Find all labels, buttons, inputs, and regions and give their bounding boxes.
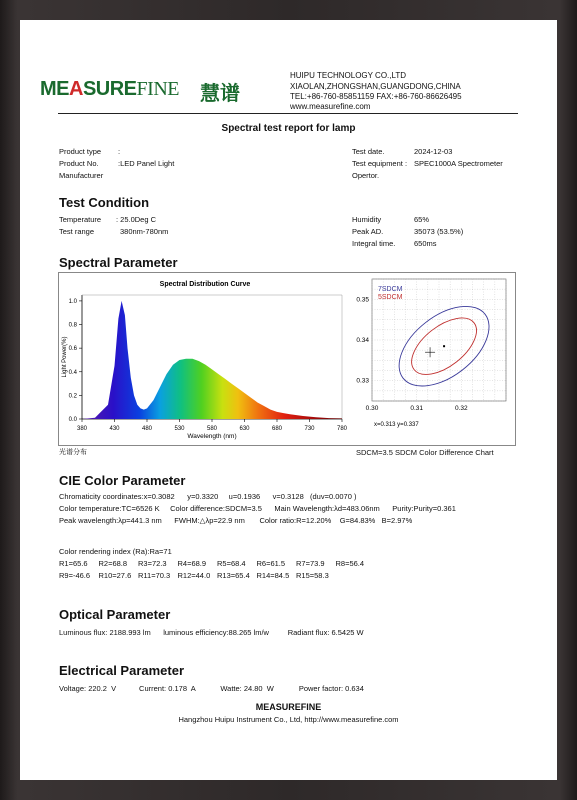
sdcm-y-tick-label: 0.33	[356, 377, 369, 385]
temperature-value: : 25.0Deg C	[116, 215, 157, 224]
r-value: R8=56.4	[335, 559, 365, 568]
electrical-line: Voltage: 220.2 V Current: 0.178 A Watte: 24.80 W Power factor: 0.634	[59, 684, 364, 693]
r-value: R5=68.4	[217, 559, 246, 568]
sdcm-chart	[350, 273, 512, 443]
company-name: HUIPU TECHNOLOGY CO.,LTD	[290, 71, 407, 80]
spectral-chart	[60, 273, 350, 443]
logo-chinese: 慧谱	[200, 83, 240, 105]
spectral-y-tick-label: 1.0	[68, 298, 77, 305]
r-value: R1=65.6	[59, 559, 88, 568]
integral-time-label: Integral time.	[352, 239, 396, 248]
peak-ad-value: 35073 (53.5%)	[414, 227, 464, 236]
spectral-y-tick-label: 0.0	[68, 417, 77, 423]
humidity-label: Humidity	[352, 215, 382, 224]
spectral-y-tick-label: 0.4	[68, 369, 77, 376]
product-no-value: :LED Panel Light	[118, 159, 175, 168]
test-range-value: 380nm-780nm	[120, 227, 169, 236]
spectral-x-tick-label: 580	[206, 426, 218, 432]
r-value: R2=68.8	[98, 559, 128, 568]
product-type-label: Product type	[59, 147, 102, 156]
company-contact: TEL:+86-760-85851159 FAX:+86-760-86626495	[290, 92, 462, 101]
company-address: XIAOLAN,ZHONGSHAN,GUANGDONG,CHINA	[290, 82, 461, 91]
r-value: R10=27.6	[98, 571, 132, 580]
sdcm-x-tick-label: 0.30	[365, 405, 379, 412]
temperature-label: Temperature	[59, 215, 102, 224]
r-value: R4=68.9	[177, 559, 207, 568]
equipment-value: SPEC1000A Spectrometer	[414, 159, 503, 168]
cri-text: Color rendering index (Ra):Ra=71	[59, 547, 172, 556]
footer-brand: MEASUREFINE	[255, 702, 322, 712]
humidity-value: 65%	[414, 215, 430, 224]
logo-text-fine: FINE	[136, 78, 179, 100]
cie-line-2: Color temperature:TC=6526 K Color difference:SDCM=3.5 Main Wavelength:λd=483.06nm Purity:Purity=0.361	[59, 504, 456, 513]
legend-7sdcm: 7SDCM	[378, 286, 403, 293]
r-values-row-2	[59, 571, 336, 580]
logo-text-a: A	[69, 78, 83, 100]
manufacturer-label: Manufacturer	[59, 171, 104, 180]
logo-text-sure: SURE	[82, 78, 137, 100]
company-logo	[40, 60, 260, 105]
r-value: R13=65.4	[217, 571, 250, 580]
r-values-row-1	[59, 559, 375, 568]
r-value: R12=44.0	[177, 571, 211, 580]
logo-text	[40, 78, 179, 101]
spectral-x-tick-label: 380	[76, 426, 88, 432]
spectral-caption: 光谱分布	[59, 449, 87, 456]
logo-text-me: ME	[40, 78, 69, 100]
peak-ad-label: Peak AD.	[352, 227, 384, 236]
r-value: R15=58.3	[296, 571, 329, 580]
sdcm-x-tick-label: 0.32	[455, 405, 468, 412]
legend-5sdcm: 5SDCM	[378, 294, 403, 301]
equipment-label: Test equipment :	[352, 159, 408, 168]
spectral-heading: Spectral Parameter	[59, 255, 178, 270]
sdcm-center-mark	[443, 345, 445, 347]
spectral-x-tick-label: 430	[109, 426, 120, 432]
spectral-x-tick-label: 630	[239, 426, 250, 432]
r-value: R6=61.5	[256, 559, 286, 568]
r-value: R11=70.3	[138, 571, 171, 580]
spectral-x-tick-label: 480	[141, 426, 153, 432]
spectral-curve	[82, 301, 342, 419]
test-date-label: Test date.	[352, 147, 385, 156]
sdcm-point-label: x=0.313 y=0.337	[374, 422, 419, 428]
cie-heading: CIE Color Parameter	[59, 473, 186, 488]
report-title: Spectral test report for lamp	[221, 123, 356, 134]
test-date-value: 2024-12-03	[414, 147, 453, 156]
sdcm-x-tick-label: 0.31	[410, 405, 423, 412]
spectral-x-tick-label: 780	[336, 426, 348, 432]
r-value: R14=84.5	[256, 571, 290, 580]
sdcm-caption: SDCM=3.5 SDCM Color Difference Chart	[356, 448, 494, 457]
product-type-value: :	[118, 147, 121, 156]
r-value: R3=72.3	[138, 559, 167, 568]
footer-line: Hangzhou Huipu Instrument Co., Ltd, http://www.measurefine.com	[178, 715, 399, 724]
spectral-y-tick-label: 0.8	[68, 322, 77, 329]
optical-heading: Optical Parameter	[59, 607, 171, 622]
sdcm-y-tick-label: 0.34	[356, 337, 369, 344]
operator-label: Opertor.	[352, 171, 380, 180]
sdcm-y-tick-label: 0.35	[356, 296, 369, 304]
spectral-chart-title: Spectral Distribution Curve	[159, 281, 251, 288]
test-range-label: Test range	[59, 227, 95, 236]
product-no-label: Product No.	[59, 159, 99, 168]
optical-line: Luminous flux: 2188.993 lm luminous efficiency:88.265 lm/w Radiant flux: 6.5425 W	[59, 628, 364, 637]
spectral-y-tick-label: 0.2	[68, 393, 77, 400]
electrical-heading: Electrical Parameter	[59, 663, 185, 678]
test-condition-heading: Test Condition	[59, 195, 150, 210]
cie-line-3: Peak wavelength:λp=441.3 nm FWHM:△λp=22.9 nm Color ratio:R=12.20% G=84.83% B=2.97%	[59, 516, 413, 525]
spectral-x-label: Wavelength (nm)	[187, 433, 237, 440]
integral-time-value: 650ms	[414, 239, 437, 248]
header-divider	[58, 113, 518, 114]
r-value: R7=73.9	[296, 559, 325, 568]
spectral-y-tick-label: 0.6	[68, 346, 77, 353]
spectral-y-label: Light Power(%)	[62, 336, 68, 378]
spectral-x-tick-label: 680	[271, 426, 283, 432]
cie-line-1: Chromaticity coordinates:x=0.3082 y=0.3320 u=0.1936 v=0.3128 (duv=0.0070 )	[59, 492, 357, 501]
company-website: www.measurefine.com	[290, 102, 371, 111]
spectral-x-tick-label: 730	[304, 426, 315, 432]
r-value: R9=-46.6	[59, 571, 91, 580]
spectral-x-tick-label: 530	[174, 426, 185, 432]
